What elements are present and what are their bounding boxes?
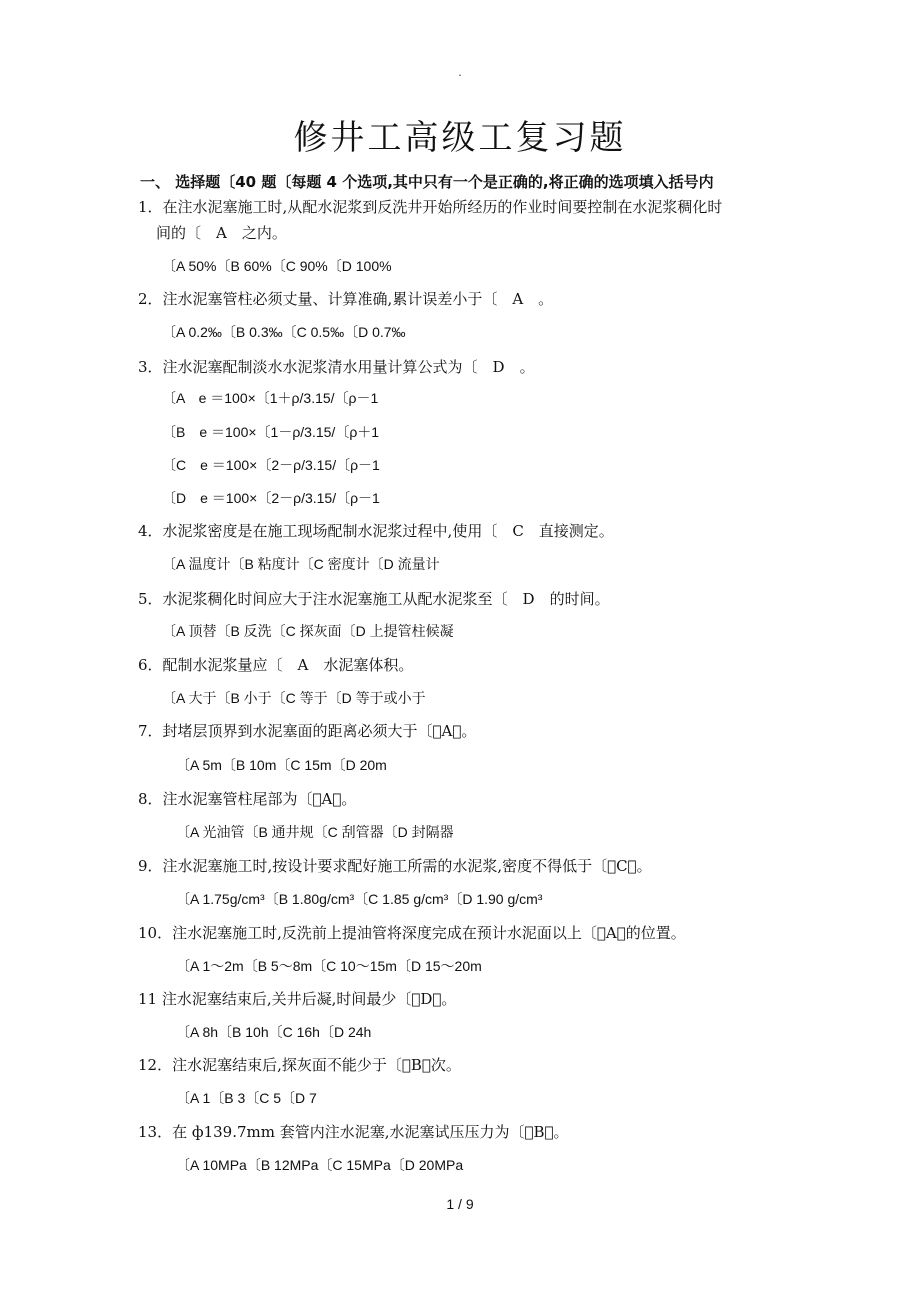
answer-options: 〔D e ＝100×〔2－ρ/3.15/〔ρ－1 <box>162 490 380 506</box>
answer-options: 〔A 大于〔B 小于〔C 等于〔D 等于或小于 <box>162 690 426 706</box>
question-text: 8．注水泥塞管柱尾部为〔 A 。 <box>138 790 357 808</box>
question-text: 2．注水泥塞管柱必须丈量、计算准确,累计误差小于〔 A 。 <box>138 290 554 308</box>
answer-options: 〔A 光油管〔B 通井规〔C 刮管器〔D 封隔器 <box>176 824 454 840</box>
header-mark: . <box>458 66 462 79</box>
page-number: 1 / 9 <box>446 1196 474 1212</box>
answer-options: 〔A 顶替〔B 反洗〔C 探灰面〔D 上提管柱候凝 <box>162 623 454 639</box>
answer-options: 〔A e ＝100×〔1＋ρ/3.15/〔ρ－1 <box>162 390 379 406</box>
answer-options: 〔A 10MPa〔B 12MPa〔C 15MPa〔D 20MPa <box>176 1157 464 1173</box>
question-text: 6．配制水泥浆量应〔 A 水泥塞体积。 <box>138 656 414 674</box>
question-text: 12．注水泥塞结束后,探灰面不能少于〔 B 次。 <box>138 1056 461 1074</box>
answer-options: 〔A 50%〔B 60%〔C 90%〔D 100% <box>162 258 392 274</box>
question-continuation: 间的〔 A 之内。 <box>156 224 287 242</box>
section-heading: 一、 选择题〔40 题〔每题 4 个选项,其中只有一个是正确的,将正确的选项填入括号内 <box>140 173 714 191</box>
question-text: 11 注水泥塞结束后,关井后凝,时间最少〔 D 。 <box>138 990 457 1008</box>
answer-options: 〔A 1～2m〔B 5～8m〔C 10～15m〔D 15～20m <box>176 958 482 974</box>
answer-options: 〔C e ＝100×〔2－ρ/3.15/〔ρ－1 <box>162 457 380 473</box>
page-title: 修井工高级工复习题 <box>293 118 627 158</box>
answer-options: 〔A 温度计〔B 粘度计〔C 密度计〔D 流量计 <box>162 556 440 572</box>
question-text: 4．水泥浆密度是在施工现场配制水泥浆过程中,使用〔 C 直接测定。 <box>138 522 614 540</box>
question-text: 3．注水泥塞配制淡水水泥浆清水用量计算公式为〔 D 。 <box>138 358 535 376</box>
question-text: 10．注水泥塞施工时,反洗前上提油管将深度完成在预计水泥面以上〔 A 的位置。 <box>138 924 686 942</box>
answer-options: 〔A 1.75g/cm³〔B 1.80g/cm³〔C 1.85 g/cm³〔D 1.90 g/cm³ <box>176 891 543 907</box>
question-text: 7．封堵层顶界到水泥塞面的距离必须大于〔 A 。 <box>138 722 477 740</box>
question-text: 1．在注水泥塞施工时,从配水泥浆到反洗井开始所经历的作业时间要控制在水泥浆稠化时 <box>138 198 723 216</box>
answer-options: 〔A 8h〔B 10h〔C 16h〔D 24h <box>176 1024 372 1040</box>
question-text: 9．注水泥塞施工时,按设计要求配好施工所需的水泥浆,密度不得低于〔 C 。 <box>138 857 652 875</box>
question-text: 5．水泥浆稠化时间应大于注水泥塞施工从配水泥浆至〔 D 的时间。 <box>138 590 610 608</box>
question-text: 13．在 ф139.7mm 套管内注水泥塞,水泥塞试压压力为〔 B 。 <box>138 1123 569 1141</box>
answer-options: 〔A 0.2‰〔B 0.3‰〔C 0.5‰〔D 0.7‰ <box>162 324 406 340</box>
answer-options: 〔A 5m〔B 10m〔C 15m〔D 20m <box>176 757 387 773</box>
answer-options: 〔A 1〔B 3〔C 5〔D 7 <box>176 1090 317 1106</box>
answer-options: 〔B e ＝100×〔1－ρ/3.15/〔ρ＋1 <box>162 424 380 440</box>
